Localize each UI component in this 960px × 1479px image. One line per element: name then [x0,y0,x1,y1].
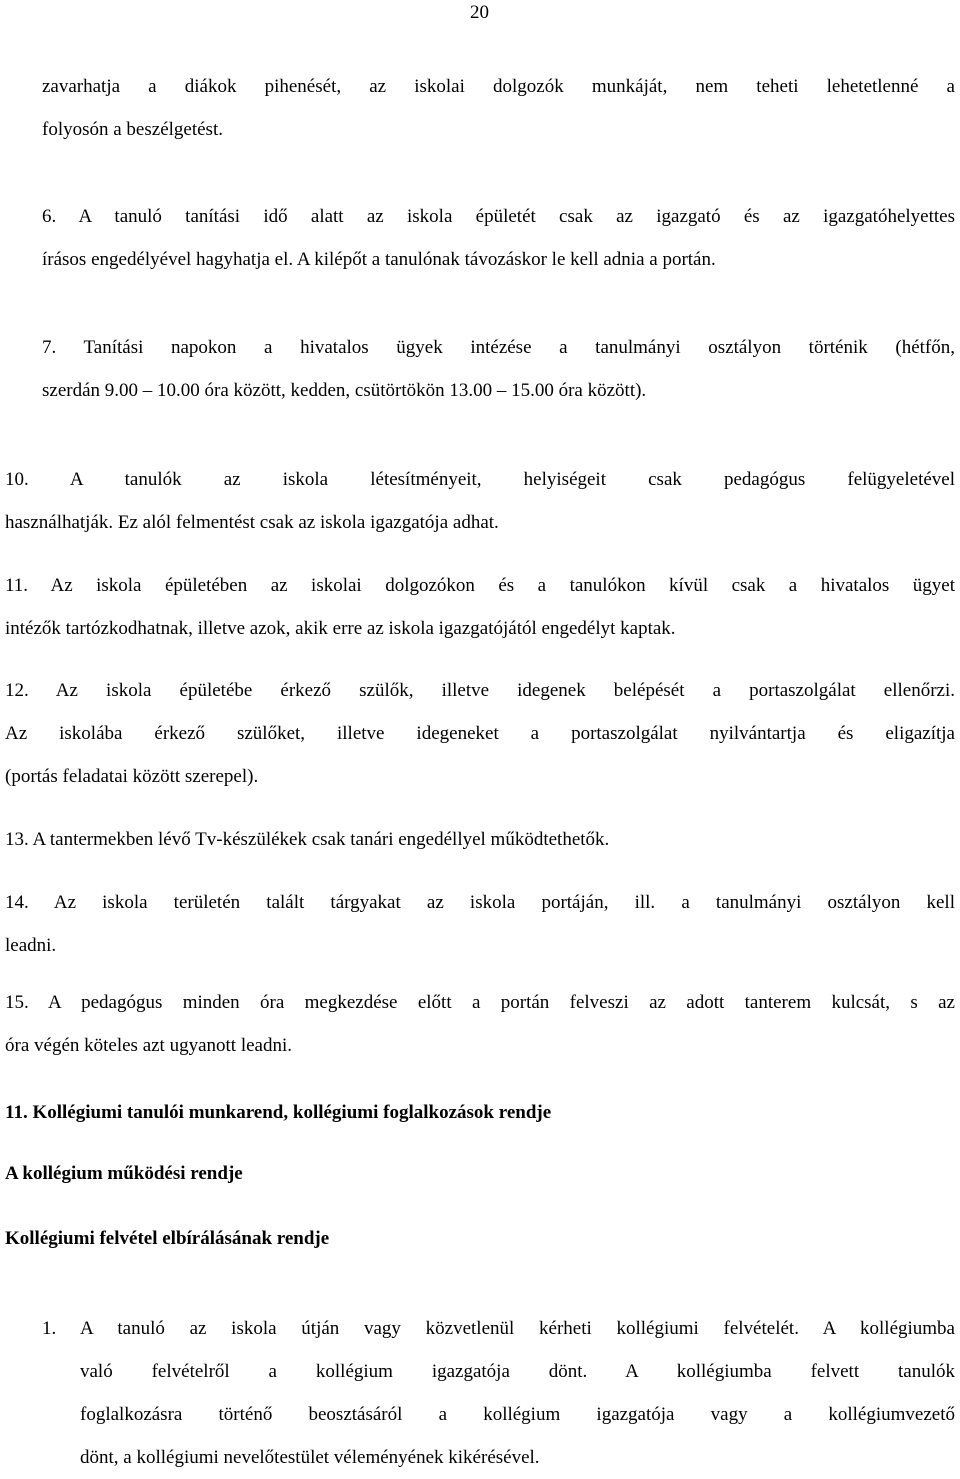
text-line: Az iskolába érkező szülőket, illetve idegeneket a portaszolgálat nyilvántartja és eligazítja [5,723,955,744]
text-line: intézők tartózkodhatnak, illetve azok, akik erre az iskola igazgatójától engedélyt kaptak. [5,618,676,639]
text-line: 6. A tanuló tanítási idő alatt az iskola épületét csak az igazgató és az igazgatóhelyettes [42,206,955,227]
text-line: dönt, a kollégiumi nevelőtestület véleményének kikérésével. [80,1447,540,1468]
text-line: foglalkozásra történő beosztásáról a kollégium igazgatója vagy a kollégiumvezető [80,1404,955,1425]
text-line: használhatják. Ez alól felmentést csak az iskola igazgatója adhat. [5,512,499,533]
text-line: 14. Az iskola területén talált tárgyakat az iskola portáján, ill. a tanulmányi osztályon kell [5,892,955,913]
text-line: 7. Tanítási napokon a hivatalos ügyek intézése a tanulmányi osztályon történik (hétfőn, [42,337,955,358]
text-line: 12. Az iskola épületébe érkező szülők, illetve idegenek belépését a portaszolgálat ellenőrzi. [5,680,955,701]
rule-item-11 [5,564,955,650]
list-item-number: 1. [42,1318,57,1339]
text-line: óra végén köteles azt ugyanott leadni. [5,1035,293,1056]
rule-item-14 [5,881,955,967]
rule-item-10 [5,458,955,544]
list-item [80,1307,955,1479]
section-heading: 11. Kollégiumi tanulói munkarend, kollégiumi foglalkozások rendje [5,1102,552,1123]
subsection-heading: Kollégiumi felvétel elbírálásának rendje [5,1228,330,1249]
text-line: való felvételről a kollégium igazgatója dönt. A kollégiumba felvett tanulók [80,1361,955,1382]
text-line: zavarhatja a diákok pihenését, az iskolai dolgozók munkáját, nem teheti lehetetlenné a [42,76,955,97]
rule-item-15 [5,981,955,1067]
rule-item-13 [5,818,955,861]
rule-item-7 [42,326,955,412]
text-line: A tanuló az iskola útján vagy közvetlenül kérheti kollégiumi felvételét. A kollégiumba [80,1318,955,1339]
rule-item-6 [42,195,955,281]
page-number: 20 [470,2,489,23]
paragraph-continuation [42,65,955,151]
text-line: 11. Az iskola épületében az iskolai dolgozókon és a tanulókon kívül csak a hivatalos ügyet [5,575,955,596]
text-line: írásos engedélyével hagyhatja el. A kilépőt a tanulónak távozáskor le kell adnia a portán. [42,249,716,270]
rule-item-12 [5,669,955,798]
subsection-heading: A kollégium működési rendje [5,1163,243,1184]
text-line: (portás feladatai között szerepel). [5,766,259,787]
text-line: 10. A tanulók az iskola létesítményeit, helyiségeit csak pedagógus felügyeletével [5,469,955,490]
text-line: folyosón a beszélgetést. [42,119,223,140]
text-line: 13. A tantermekben lévő Tv-készülékek csak tanári engedéllyel működtethetők. [5,829,610,850]
text-line: szerdán 9.00 – 10.00 óra között, kedden, csütörtökön 13.00 – 15.00 óra között). [42,380,647,401]
text-line: leadni. [5,935,57,956]
text-line: 15. A pedagógus minden óra megkezdése előtt a portán felveszi az adott tanterem kulcsát, s az [5,992,955,1013]
